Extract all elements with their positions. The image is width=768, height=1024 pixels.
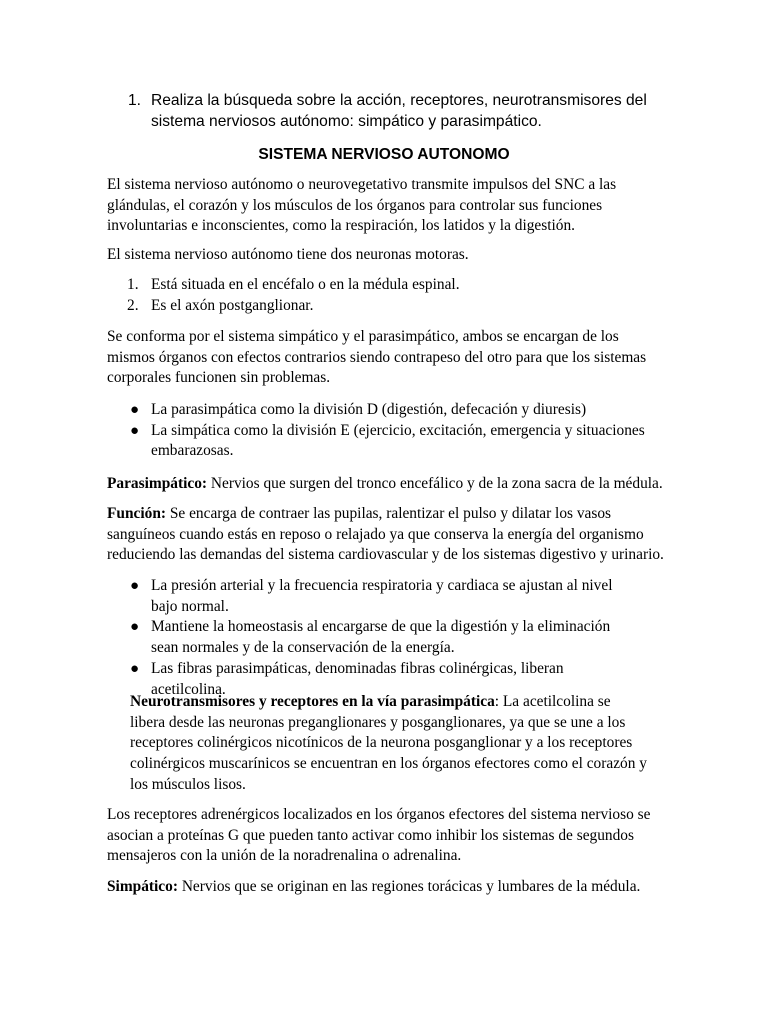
list-item [107,421,647,462]
bullet-icon: ● [130,402,140,418]
function-text: Se encarga de contraer las pupilas, ralentizar el pulso y dilatar los vasos sanguíneos cuando estás en reposo o relajado ya que conserva la energía del organismo reduciendo las demandas del sistema cardiovascular y de los sistemas digestivo y urinario. [107,505,664,564]
bullet-icon: ● [130,660,140,677]
adrenergic-paragraph: Los receptores adrenérgicos localizados en los órganos efectores del sistema nervioso se asocian a proteínas G que pueden tanto activar como inhibir los sistemas de segundos mensajeros con la unión de la noradrenalina o adrenalina. [107,806,651,865]
task-list [107,90,647,132]
neurotransmitters-paragraph [130,692,648,796]
sympathetic-text: Nervios que se originan en las regiones torácicas y lumbares de la médula. [177,878,641,895]
page-title: SISTEMA NERVIOSO AUTONOMO [258,146,510,163]
list-item-text: La presión arterial y la frecuencia respiratoria y cardiaca se ajustan al nivel bajo normal. [151,577,613,615]
list-item [107,617,627,658]
sympathetic-label: Simpático: [107,878,178,895]
list-number: 2. [127,296,139,314]
motor-neurons-paragraph: El sistema nervioso autónomo tiene dos neuronas motoras. [107,246,469,263]
list-item [107,576,627,617]
task-text: Realiza la búsqueda sobre la acción, receptores, neurotransmisores del sistema nerviosos autónomo: simpático y parasimpático. [151,92,647,130]
function-paragraph [107,504,667,566]
list-item-text: Mantiene la homeostasis al encargarse de que la digestión y la eliminación sean normales y de la conservación de la energía. [151,618,611,657]
bullet-icon: ● [130,422,140,439]
list-item-text: Está situada en el encéfalo o en la médula espinal. [151,276,460,293]
list-item-text: Las fibras parasimpáticas, denominadas fibras colinérgicas, liberan acetilcolina. [151,659,564,698]
list-number: 1. [127,276,139,293]
bullet-icon: ● [130,619,140,636]
function-list [107,576,627,700]
list-item-text: La parasimpática como la división D (digestión, defecación y diuresis) [151,401,587,418]
list-item [107,275,667,296]
parasympathetic-text: Nervios que surgen del tronco encefálico y de la zona sacra de la médula. [207,475,663,492]
sympathetic-paragraph [107,877,667,898]
parasympathetic-label: Parasimpático: [107,475,208,492]
divisions-list [107,400,647,462]
neurotransmitters-text: : La acetilcolina se libera desde las neuronas preganglionares y posganglionares, ya que se une a los receptores colinérgicos nicotínicos de la neurona posganglionar y a los receptores colinérgicos muscarínicos se encuentran en los órganos efectores como el corazón y los músculos lisos. [130,693,647,793]
list-item [107,296,667,317]
motor-neurons-list [107,275,667,316]
function-label: Función: [107,505,167,522]
bullet-icon: ● [130,578,140,594]
composition-paragraph: Se conforma por el sistema simpático y el parasimpático, ambos se encargan de los mismos órganos con efectos contrarios siendo contrapeso del otro para que los sistemas corporales funcionen sin problemas. [107,328,647,387]
list-item [107,400,647,421]
intro-paragraph: El sistema nervioso autónomo o neurovegetativo transmite impulsos del SNC a las glándulas, el corazón y los músculos de los órganos para controlar sus funciones involuntarias e inconscientes, como la respiración, los latidos y la digestión. [107,176,617,235]
task-number: 1. [128,92,142,109]
list-item-text: Es el axón postganglionar. [151,296,314,314]
task-item [107,90,647,132]
list-item-text: La simpática como la división E (ejercicio, excitación, emergencia y situaciones embarazosas. [151,421,645,460]
parasympathetic-paragraph [107,474,667,495]
neurotransmitters-label: Neurotransmisores y receptores en la vía parasimpática [130,693,495,710]
